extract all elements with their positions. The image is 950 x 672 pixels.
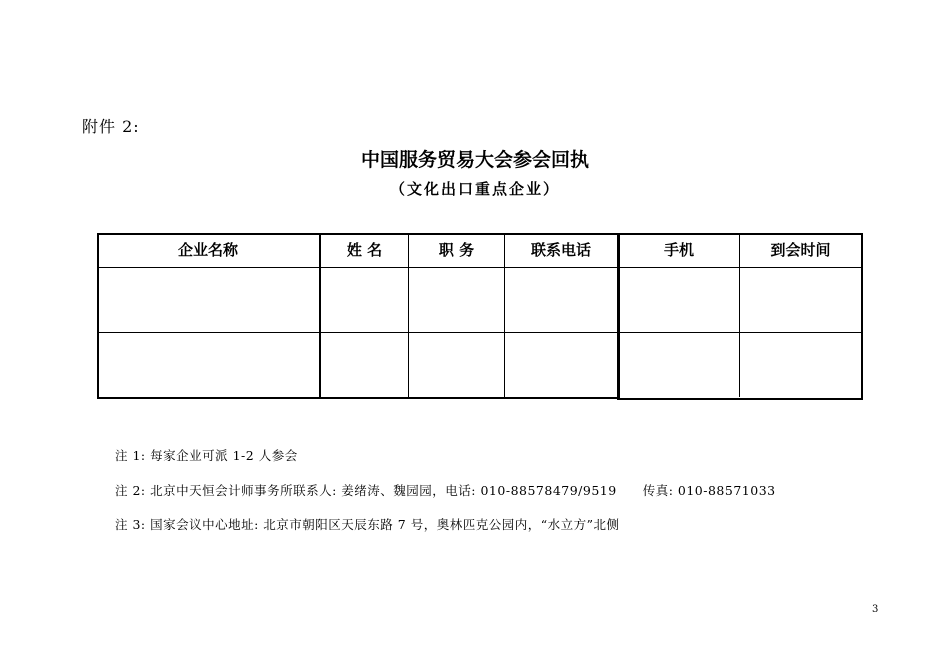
header-arrival-time: 到会时间 (770, 241, 831, 259)
header-name: 姓 名 (346, 241, 383, 259)
registration-table (97, 233, 863, 399)
header-mobile: 手机 (663, 241, 694, 259)
table-row[interactable] (97, 333, 863, 395)
note-3: 注 3: 国家会议中心地址: 北京市朝阳区天辰东路 7 号，奥林匹克公园内，“水立方”北侧 (115, 517, 620, 532)
header-company-name: 企业名称 (177, 241, 238, 259)
page-number: 3 (872, 604, 879, 615)
attachment-label: 附件 2: (82, 117, 140, 136)
table-row[interactable] (97, 268, 863, 332)
document-subtitle: （文化出口重点企业） (389, 180, 560, 198)
header-position: 职 务 (438, 241, 475, 259)
header-phone: 联系电话 (530, 241, 591, 259)
note-1: 注 1: 每家企业可派 1-2 人参会 (115, 448, 298, 463)
document-title: 中国服务贸易大会参会回执 (360, 149, 589, 171)
note-2: 注 2: 北京中天恒会计师事务所联系人: 姜绪涛、魏园园，电话: 010-88578479/9519 传真: 010-88571033 (115, 483, 776, 498)
